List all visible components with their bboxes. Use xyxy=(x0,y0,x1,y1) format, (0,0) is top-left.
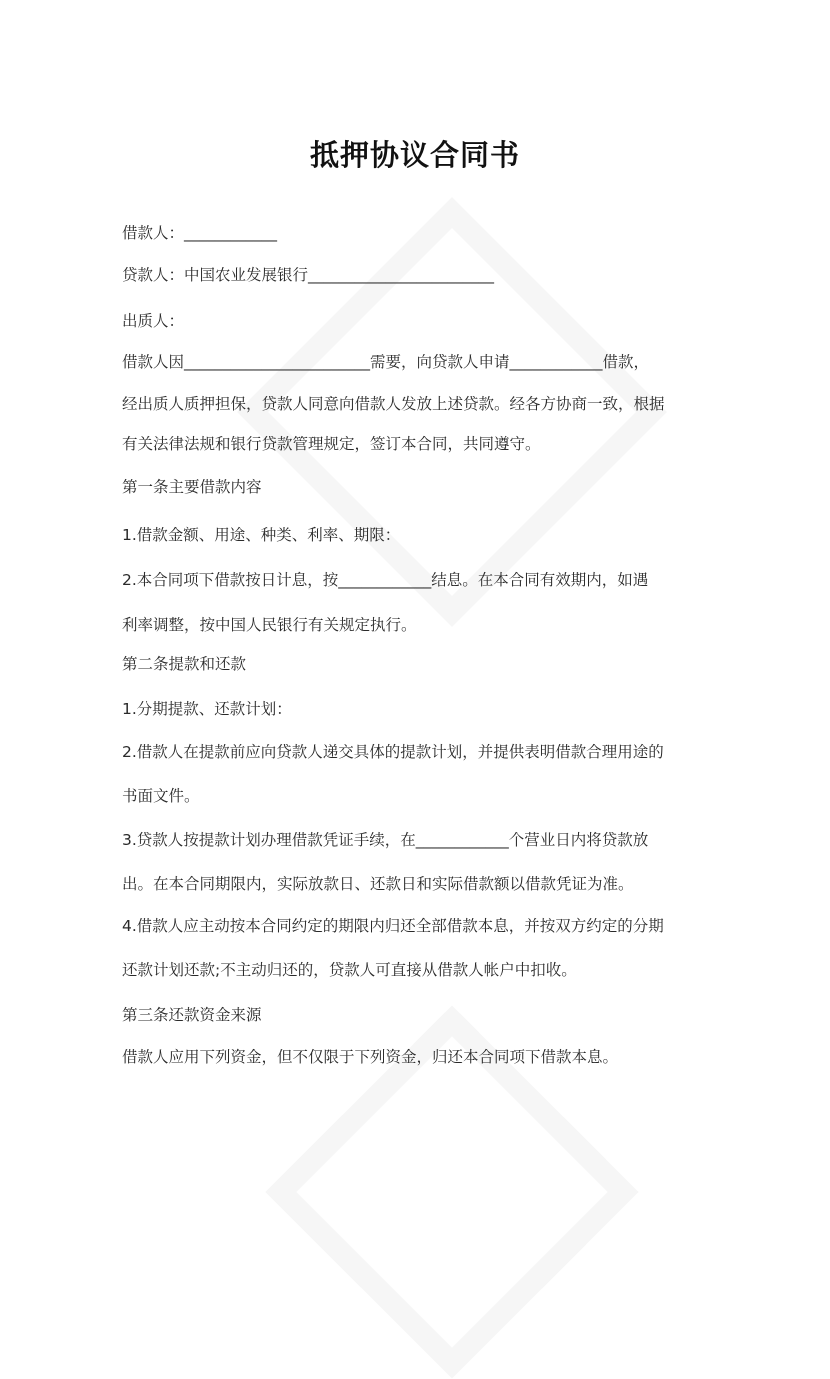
pledgor-line: 出质人： xyxy=(122,312,185,330)
document-title: 抵押协议合同书 xyxy=(309,138,520,173)
paragraph-line: 还款计划还款;不主动归还的，贷款人可直接从借款人帐户中扣收。 xyxy=(122,961,577,979)
paragraph-line: 出。在本合同期限内，实际放款日、还款日和实际借款额以借款凭证为准。 xyxy=(122,875,634,893)
paragraph-line: 经出质人质押担保，贷款人同意向借款人发放上述贷款。经各方协商一致，根据 xyxy=(122,395,665,413)
paragraph-line: 2.本合同项下借款按日计息，按____________结息。在本合同有效期内，如遇 xyxy=(122,571,649,589)
lender-line: 贷款人：中国农业发展银行________________________ xyxy=(122,266,495,284)
paragraph-line: 借款人应用下列资金，但不仅限于下列资金，归还本合同项下借款本息。 xyxy=(122,1048,619,1066)
paragraph-line: 有关法律法规和银行贷款管理规定，签订本合同，共同遵守。 xyxy=(122,435,541,453)
paragraph-line: 3.贷款人按提款计划办理借款凭证手续，在____________个营业日内将贷款放 xyxy=(122,831,649,849)
section-heading: 第二条提款和还款 xyxy=(122,655,247,673)
paragraph-line: 利率调整，按中国人民银行有关规定执行。 xyxy=(122,616,417,634)
paragraph-line: 2.借款人在提款前应向贷款人递交具体的提款计划，并提供表明借款合理用途的 xyxy=(122,743,664,761)
paragraph-line: 借款人因________________________需要，向贷款人申请____________借款， xyxy=(122,353,650,371)
paragraph-line: 1.借款金额、用途、种类、利率、期限： xyxy=(122,526,401,544)
paragraph-line: 书面文件。 xyxy=(122,787,200,805)
paragraph-line: 1.分期提款、还款计划： xyxy=(122,700,292,718)
section-heading: 第一条主要借款内容 xyxy=(122,478,262,496)
paragraph-line: 4.借款人应主动按本合同约定的期限内归还全部借款本息，并按双方约定的分期 xyxy=(122,917,664,935)
borrower-line: 借款人：____________ xyxy=(122,224,278,242)
section-heading: 第三条还款资金来源 xyxy=(122,1006,262,1024)
